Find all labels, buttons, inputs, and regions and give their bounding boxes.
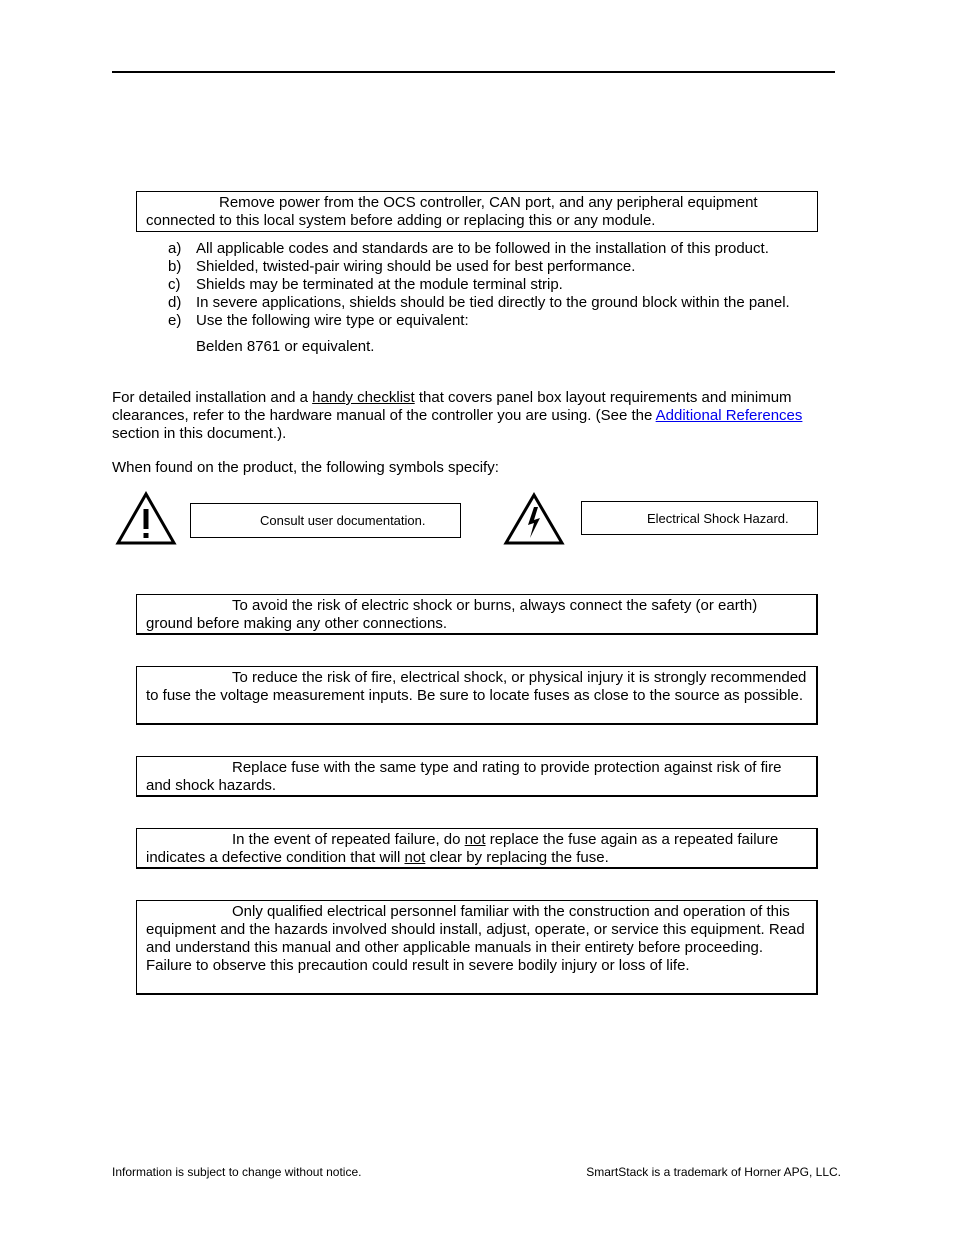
power-removal-notice: [136, 191, 818, 232]
warning-box-replace-fuse: Replace fuse with the same type and rating to provide protection against risk of fire and shock hazards.: [136, 756, 818, 797]
symbol-label-documentation: Consult user documentation.: [190, 503, 461, 538]
installation-paragraph: For detailed installation and a handy checklist that covers panel box layout requirements and minimum clearances, refer to the hardware manual of the controller you are using. (See the Additional References section in this document.).: [112, 389, 803, 442]
list-item: e) Use the following wire type or equivalent:: [168, 312, 469, 329]
list-item: d) In severe applications, shields should be tied directly to the ground block within the panel.: [168, 294, 790, 311]
list-item: b) Shielded, twisted-pair wiring should be used for best performance.: [168, 258, 636, 275]
footer-right: SmartStack is a trademark of Horner APG, LLC.: [586, 1165, 841, 1179]
header-rule: [112, 71, 835, 73]
electrical-shock-hazard-icon: [503, 492, 565, 546]
notice-text: Remove power from the OCS controller, CAN port, and any peripheral equipment connected to this local system before adding or replacing this or any module.: [146, 194, 758, 229]
list-item: a) All applicable codes and standards are to be followed in the installation of this product.: [168, 240, 769, 257]
warning-box-qualified-personnel: Only qualified electrical personnel familiar with the construction and operation of this equipment and the hazards involved should install, adjust, operate, or service this equipment. Read and understand this manual and other applicable manuals in their entirety before proceeding. Failure to observe this precaution could result in severe bodily injury or loss of life.: [136, 900, 818, 995]
warning-box-earth-ground: To avoid the risk of electric shock or burns, always connect the safety (or earth) ground before making any other connections.: [136, 594, 818, 635]
warning-box-repeated-failure: In the event of repeated failure, do not replace the fuse again as a repeated failure indicates a defective condition that will not clear by replacing the fuse.: [136, 828, 818, 869]
additional-references-link[interactable]: Additional References: [655, 407, 803, 424]
footer-left: Information is subject to change without notice.: [112, 1165, 362, 1179]
symbols-intro: When found on the product, the following symbols specify:: [112, 459, 499, 476]
list-item: c) Shields may be terminated at the module terminal strip.: [168, 276, 563, 293]
symbol-label-shock: Electrical Shock Hazard.: [581, 501, 818, 535]
handy-checklist-text: handy checklist: [312, 389, 415, 406]
warning-box-fuse-inputs: To reduce the risk of fire, electrical shock, or physical injury it is strongly recommended to fuse the voltage measurement inputs. Be sure to locate fuses as close to the source as possible.: [136, 666, 818, 725]
wire-type: Belden 8761 or equivalent.: [196, 338, 375, 355]
warning-triangle-icon: [115, 491, 177, 546]
